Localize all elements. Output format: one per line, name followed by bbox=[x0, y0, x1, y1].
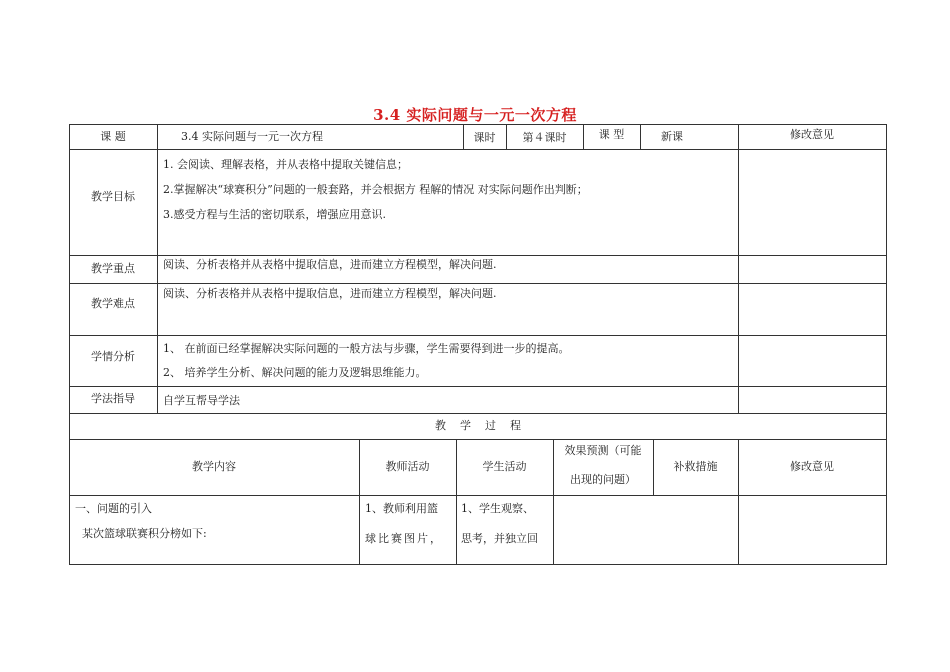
method-text: 自学互帮导学法 bbox=[163, 394, 240, 407]
content-line: 某次篮球联赛积分榜如下: bbox=[75, 527, 207, 540]
row-divider bbox=[69, 149, 887, 150]
col-header-effect: 效果预测（可能 bbox=[564, 444, 642, 457]
col-divider bbox=[456, 439, 457, 565]
method-label: 学法指导 bbox=[91, 392, 135, 405]
type-label: 课 型 bbox=[598, 128, 625, 141]
col-divider bbox=[359, 439, 360, 565]
difficulty-label: 教学难点 bbox=[91, 297, 135, 310]
goal-line: 1. 会阅读、理解表格，并从表格中提取关键信息； bbox=[163, 158, 408, 171]
revision-label: 修改意见 bbox=[790, 128, 834, 141]
col-header-teacher: 教师活动 bbox=[385, 460, 430, 473]
analysis-line: 1、 在前面已经掌握解决实际问题的一般方法与步骤，学生需要得到进一步的提高。 bbox=[163, 342, 570, 355]
topic-label: 课 题 bbox=[100, 130, 126, 143]
table-border-bottom bbox=[69, 564, 887, 565]
col-header-remedy: 补救措施 bbox=[673, 460, 718, 473]
table-border-right bbox=[886, 124, 887, 565]
topic-value: 3.4 实际问题与一元一次方程 bbox=[181, 130, 323, 143]
row-divider bbox=[69, 439, 887, 440]
difficulty-text: 阅读、分析表格并从表格中提取信息，进而建立方程模型，解决问题. bbox=[163, 287, 497, 300]
teacher-line: 1、教师利用篮 bbox=[365, 502, 438, 515]
period-value: 第４课时 bbox=[522, 131, 567, 144]
key-label: 教学重点 bbox=[91, 262, 135, 275]
goal-line: 3.感受方程与生活的密切联系，增强应用意识. bbox=[163, 208, 386, 221]
content-line: 一、问题的引入 bbox=[75, 502, 152, 515]
student-line: 1、学生观察、 bbox=[461, 502, 534, 515]
process-heading: 教 学 过 程 bbox=[435, 419, 521, 432]
row-divider bbox=[69, 283, 887, 284]
goals-label: 教学目标 bbox=[91, 190, 135, 203]
teacher-line: 球比赛图片， bbox=[365, 532, 443, 545]
period-label: 课时 bbox=[473, 131, 496, 144]
col-header-content: 教学内容 bbox=[192, 460, 236, 473]
col-header-effect-2: 出现的问题） bbox=[570, 473, 636, 486]
col-divider bbox=[157, 124, 158, 414]
table-border-top bbox=[69, 124, 887, 125]
col-divider bbox=[738, 124, 739, 414]
row-divider bbox=[69, 335, 887, 336]
row-divider bbox=[69, 386, 887, 387]
student-line: 思考，并独立回 bbox=[461, 532, 538, 545]
col-divider bbox=[738, 439, 739, 565]
analysis-label: 学情分析 bbox=[91, 350, 135, 363]
key-text: 阅读、分析表格并从表格中提取信息，进而建立方程模型，解决问题. bbox=[163, 258, 497, 271]
col-header-student: 学生活动 bbox=[482, 460, 527, 473]
type-value: 新课 bbox=[661, 130, 683, 143]
document-title: 3.4 实际问题与一元一次方程 bbox=[373, 106, 577, 124]
col-divider bbox=[640, 124, 641, 150]
analysis-line: 2、 培养学生分析、解决问题的能力及逻辑思维能力。 bbox=[163, 366, 427, 379]
goal-line: 2.掌握解决“球赛积分”问题的一般套路，并会根据方 程解的情况 对实际问题作出判断； bbox=[163, 183, 588, 196]
col-header-revision: 修改意见 bbox=[790, 460, 834, 473]
row-divider bbox=[69, 413, 887, 414]
row-divider bbox=[69, 495, 887, 496]
